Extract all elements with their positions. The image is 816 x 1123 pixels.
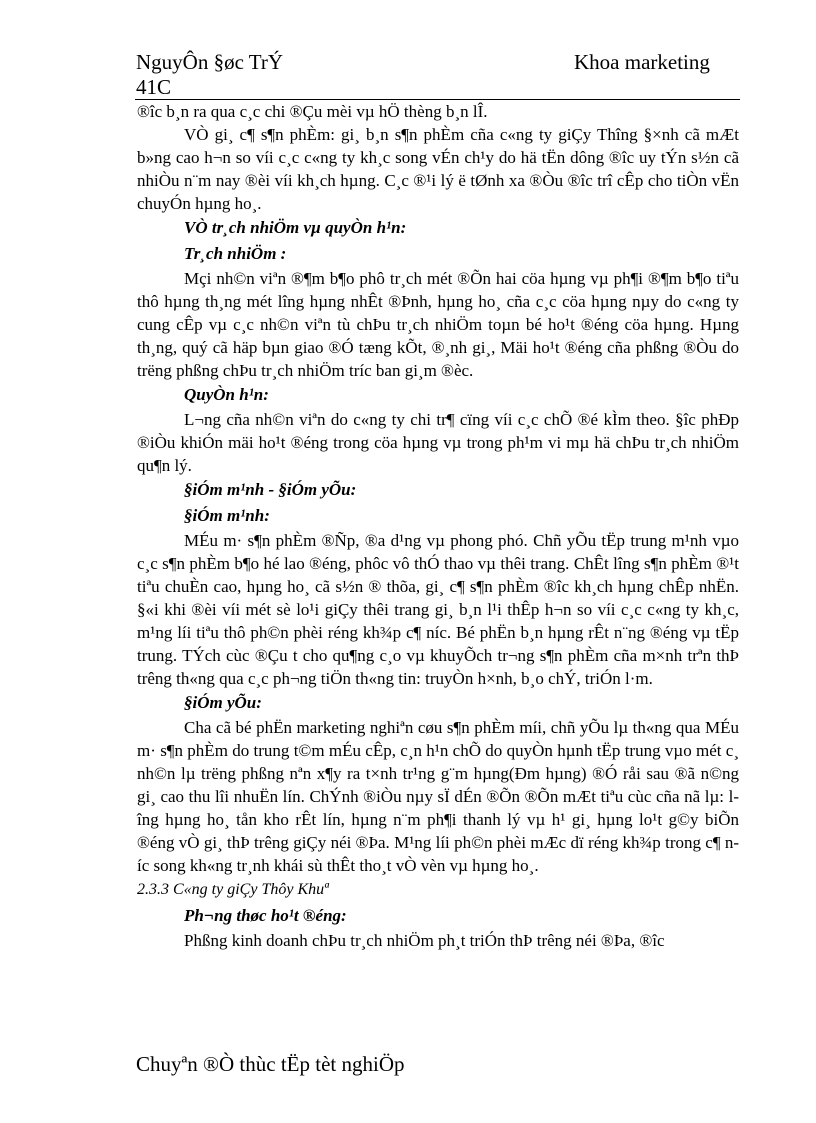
footer-title: Chuyªn ®Ò thùc tËp tèt nghiÖp bbox=[136, 1052, 405, 1076]
section-heading: 2.3.3 C«ng ty giÇy Thôy Khuª bbox=[137, 881, 329, 898]
heading-strengths: §iÓm m¹nh: bbox=[184, 506, 270, 525]
heading-operation-method: Ph¬ng thøc ho¹t ®éng: bbox=[184, 906, 347, 925]
continued-line: ®îc b¸n ra qua c¸c chi ®Çu mèi vµ hÖ thèng b¸n lÎ. bbox=[137, 102, 488, 121]
heading-strengths-weaknesses: §iÓm m¹nh - §iÓm yÕu: bbox=[184, 480, 357, 499]
paragraph-strengths: MÉu m· s¶n phÈm ®Ñp, ®a d¹ng vµ phong phó. Chñ yÕu tËp trung m¹nh vµo c¸c s¶n phÈm b¶o hé lao ®éng, phôc vô thÓ thao vµ thêi trang. ChÊt lîng s¶n phÈm ®¹t tiªu chuÈn cao, hµng ho¸ cã s½n ® thõa, gi¸ c¶ s¶n phÈm ®îc kh¸ch hµng chÊp nhËn. §«i khi ®èi víi mét sè lo¹i giÇy thêi trang gi¸ b¸n l¹i thÊp h¬n so víi c¸c c«ng ty kh¸c, m¹ng líi tiªu thô ph©n phèi réng kh¾p c¶ níc. Bé phËn b¸n hµng rÊt n¨ng ®éng vµ tËp trung. TÝch cùc ®Çu t cho qu¶ng c¸o vµ khuyÕch tr¬ng s¶n phÈm cña m×nh trªn thÞ trêng th«ng qua c¸c ph¬ng tiÖn th«ng tin: truyÒn h×nh, b¸o chÝ, triÓn l·m. bbox=[137, 531, 739, 688]
heading-weaknesses: §iÓm yÕu: bbox=[184, 693, 262, 712]
paragraph-pricing: VÒ gi¸ c¶ s¶n phÈm: gi¸ b¸n s¶n phÈm cña c«ng ty giÇy Thîng §×nh cã mÆt b»ng cao h¬n so víi c¸c c«ng ty kh¸c song vÉn ch¹y do hä tËn dông ®îc uy tÝn s½n cã nhiÒu n¨m nay ®èi víi kh¸ch hµng. C¸c ®¹i lý ë tØnh xa ®Òu ®îc trî cÊp cho tiÒn vËn chuyÓn hµng ho¸. bbox=[137, 125, 739, 213]
paragraph-authority: L¬ng cña nh©n viªn do c«ng ty chi tr¶ cïng víi c¸c chÕ ®é kÌm theo. §îc phÐp ®iÒu khiÓn mäi ho¹t ®éng trong cöa hµng vµ trong ph¹m vi mµ hä chÞu tr¸ch nhiÖm qu¶n lý. bbox=[137, 410, 739, 475]
heading-responsibility-authority: VÒ tr¸ch nhiÖm vµ quyÒn h¹n: bbox=[184, 218, 407, 237]
header-department: Khoa marketing bbox=[574, 50, 710, 74]
paragraph-weaknesses: Cha cã bé phËn marketing nghiªn cøu s¶n phÈm míi, chñ yÕu lµ th«ng qua MÉu m· s¶n phÈm do trung t©m mÉu cÊp, c¸n h¹n chÕ do quyÒn hµnh tËp trung vµo mét c¸ nh©n lµ trëng phßng nªn x¶y ra t×nh tr¹ng g¨m hµng(Ðm hµng) ®Ó råi sau ®ã n©ng gi¸ cao thu lîi nhuËn lín. ChÝnh ®iÒu nµy sÏ dÉn ®Õn ®Õn mÆt tiªu cùc cña nã lµ: lîng hµng ho¸ tån kho rÊt lín, hµng n¨m ph¶i thanh lý vµ h¹ gi¸ hµng lo¹t g©y biÕn ®éng vÒ gi¸ thÞ trêng giÇy néi ®Þa. M¹ng líi ph©n phèi mÆc dï réng kh¾p trong c¶ níc song kh«ng tr¸nh khái sù thÊt tho¸t vÒ vèn vµ hµng ho¸. bbox=[137, 718, 739, 875]
document-body bbox=[137, 100, 739, 952]
heading-responsibility: Tr¸ch nhiÖm : bbox=[184, 244, 287, 263]
paragraph-operation: Phßng kinh doanh chÞu tr¸ch nhiÖm ph¸t triÓn thÞ trêng néi ®Þa, ®îc bbox=[184, 931, 665, 950]
heading-authority: QuyÒn h¹n: bbox=[184, 385, 269, 404]
paragraph-responsibility: Mçi nh©n viªn ®¶m b¶o phô tr¸ch mét ®Õn hai cöa hµng vµ ph¶i ®¶m b¶o tiªu thô hµng th¸ng mét lîng hµng nhÊt ®Þnh, hµng ho¸ cña c¸c cöa hµng nµy do c«ng ty cung cÊp vµ c¸c nh©n viªn tù chÞu tr¸ch nhiÖm toµn bé ho¹t ®éng cöa hµng. Hµng th¸ng, quý cã häp bµn giao ®Ó tæng kÕt, ®¸nh gi¸, Mäi ho¹t ®éng cña phßng ®Òu do trëng phßng chÞu tr¸ch nhiÖm tríc ban gi¸m ®èc. bbox=[137, 269, 739, 380]
header-author: NguyÔn §øc TrÝ bbox=[136, 50, 284, 74]
header-class: 41C bbox=[136, 75, 172, 99]
